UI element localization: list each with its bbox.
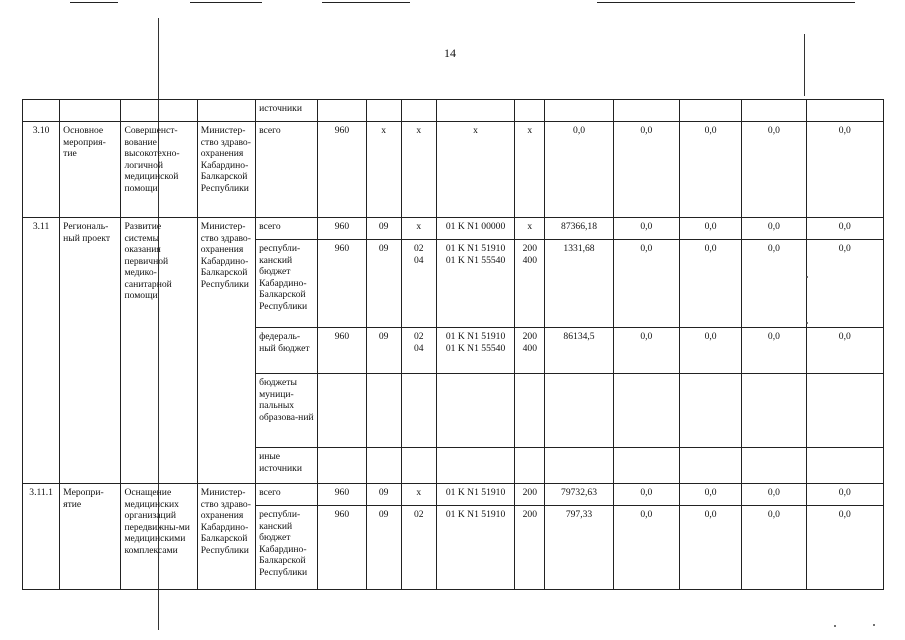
value-cell-1: 79732,63 bbox=[545, 484, 613, 506]
funding-source-cell: республи-канский бюджет Кабардино-Балкарской Республики bbox=[256, 506, 318, 590]
item-name-cell: Развитие системы оказания первичной медико-санитарной помощи bbox=[121, 218, 197, 484]
funding-source-cell: источники bbox=[256, 100, 318, 122]
grbs-cell: 960 bbox=[318, 506, 366, 590]
value-cell-2 bbox=[613, 374, 679, 448]
top-rule-1 bbox=[70, 2, 118, 3]
grbs-cell: 960 bbox=[318, 484, 366, 506]
row-number-cell: 3.11 bbox=[23, 218, 60, 484]
value-cell-4: 0,0 bbox=[742, 122, 806, 218]
item-type-cell: Меропри-ятие bbox=[60, 484, 121, 590]
value-cell-1: 87366,18 bbox=[545, 218, 613, 240]
row-number-cell bbox=[23, 100, 60, 122]
funding-source-cell: иные источники bbox=[256, 448, 318, 484]
funding-source-cell: всего bbox=[256, 484, 318, 506]
expense-type-cell: 200 400 bbox=[515, 328, 545, 374]
value-cell-1 bbox=[545, 374, 613, 448]
value-cell-4 bbox=[742, 100, 806, 122]
value-cell-5: 0,0 bbox=[806, 484, 883, 506]
expense-type-cell: 200 bbox=[515, 484, 545, 506]
value-cell-1: 0,0 bbox=[545, 122, 613, 218]
item-name-cell: Совершенст-вование высокотехно-логичной медицинской помощи bbox=[121, 122, 197, 218]
funding-source-cell: всего bbox=[256, 122, 318, 218]
value-cell-5 bbox=[806, 100, 883, 122]
funding-source-cell: федераль-ный бюджет bbox=[256, 328, 318, 374]
item-type-cell bbox=[60, 100, 121, 122]
value-cell-3: 0,0 bbox=[679, 484, 741, 506]
section-cell: х bbox=[366, 122, 401, 218]
margin-mark bbox=[806, 276, 808, 278]
value-cell-2 bbox=[613, 448, 679, 484]
value-cell-4: 0,0 bbox=[742, 218, 806, 240]
value-cell-1: 86134,5 bbox=[545, 328, 613, 374]
section-cell: 09 bbox=[366, 328, 401, 374]
item-type-cell: Основное мероприя-тие bbox=[60, 122, 121, 218]
section-cell: 09 bbox=[366, 218, 401, 240]
value-cell-4 bbox=[742, 374, 806, 448]
executor-cell bbox=[197, 100, 255, 122]
row-number-cell: 3.11.1 bbox=[23, 484, 60, 590]
value-cell-5: 0,0 bbox=[806, 218, 883, 240]
value-cell-2: 0,0 bbox=[613, 506, 679, 590]
subsection-cell: х bbox=[401, 484, 436, 506]
value-cell-5 bbox=[806, 448, 883, 484]
value-cell-5: 0,0 bbox=[806, 122, 883, 218]
subsection-cell: 02 04 bbox=[401, 240, 436, 328]
value-cell-4: 0,0 bbox=[742, 240, 806, 328]
margin-mark bbox=[806, 322, 808, 324]
subsection-cell bbox=[401, 100, 436, 122]
section-cell bbox=[366, 448, 401, 484]
target-article-cell bbox=[436, 374, 514, 448]
table-row bbox=[23, 100, 884, 122]
grbs-cell: 960 bbox=[318, 328, 366, 374]
table-row bbox=[23, 122, 884, 218]
item-name-cell bbox=[121, 100, 197, 122]
executor-cell: Министер-ство здраво-охранения Кабардино-Балкарской Республики bbox=[197, 218, 255, 484]
row-number-cell: 3.10 bbox=[23, 122, 60, 218]
item-name-cell: Оснащение медицинских организаций передвижны-ми медицинскими комплексами bbox=[121, 484, 197, 590]
value-cell-1 bbox=[545, 100, 613, 122]
value-cell-2: 0,0 bbox=[613, 122, 679, 218]
section-cell: 09 bbox=[366, 506, 401, 590]
subsection-cell: 02 bbox=[401, 506, 436, 590]
value-cell-3 bbox=[679, 374, 741, 448]
value-cell-1 bbox=[545, 448, 613, 484]
expense-type-cell: 200 400 bbox=[515, 240, 545, 328]
value-cell-3: 0,0 bbox=[679, 328, 741, 374]
top-rule-2 bbox=[190, 2, 262, 3]
target-article-cell: 01 K N1 51910 01 K N1 55540 bbox=[436, 240, 514, 328]
value-cell-2: 0,0 bbox=[613, 218, 679, 240]
value-cell-4: 0,0 bbox=[742, 506, 806, 590]
value-cell-5: 0,0 bbox=[806, 328, 883, 374]
value-cell-2: 0,0 bbox=[613, 328, 679, 374]
section-cell bbox=[366, 100, 401, 122]
top-rule-4 bbox=[597, 2, 855, 3]
margin-mark bbox=[873, 624, 875, 626]
expense-type-cell: х bbox=[515, 218, 545, 240]
value-cell-3 bbox=[679, 100, 741, 122]
subsection-cell bbox=[401, 448, 436, 484]
grbs-cell: 960 bbox=[318, 218, 366, 240]
value-cell-4: 0,0 bbox=[742, 328, 806, 374]
expense-type-cell: х bbox=[515, 122, 545, 218]
executor-cell: Министер-ство здраво-охранения Кабардино-Балкарской Республики bbox=[197, 122, 255, 218]
target-article-cell bbox=[436, 100, 514, 122]
expense-type-cell bbox=[515, 448, 545, 484]
value-cell-3: 0,0 bbox=[679, 506, 741, 590]
target-article-cell: 01 K N1 51910 bbox=[436, 506, 514, 590]
target-article-cell bbox=[436, 448, 514, 484]
subsection-cell: х bbox=[401, 218, 436, 240]
value-cell-1: 797,33 bbox=[545, 506, 613, 590]
grbs-cell bbox=[318, 374, 366, 448]
value-cell-3: 0,0 bbox=[679, 122, 741, 218]
value-cell-1: 1331,68 bbox=[545, 240, 613, 328]
funding-source-cell: республи-канский бюджет Кабардино-Балкарской Республики bbox=[256, 240, 318, 328]
budget-table bbox=[22, 99, 884, 590]
grbs-cell: 960 bbox=[318, 240, 366, 328]
item-type-cell: Региональ-ный проект bbox=[60, 218, 121, 484]
section-cell: 09 bbox=[366, 484, 401, 506]
section-cell: 09 bbox=[366, 240, 401, 328]
funding-source-cell: всего bbox=[256, 218, 318, 240]
page-number: 14 bbox=[444, 46, 456, 60]
grbs-cell bbox=[318, 448, 366, 484]
top-rule-3 bbox=[322, 2, 410, 3]
value-cell-2 bbox=[613, 100, 679, 122]
subsection-cell bbox=[401, 374, 436, 448]
subsection-cell: х bbox=[401, 122, 436, 218]
scan-line-right bbox=[804, 34, 805, 96]
expense-type-cell bbox=[515, 374, 545, 448]
value-cell-4: 0,0 bbox=[742, 484, 806, 506]
value-cell-4 bbox=[742, 448, 806, 484]
subsection-cell: 02 04 bbox=[401, 328, 436, 374]
table-row bbox=[23, 484, 884, 506]
target-article-cell: 01 K N1 00000 bbox=[436, 218, 514, 240]
value-cell-5 bbox=[806, 374, 883, 448]
value-cell-2: 0,0 bbox=[613, 484, 679, 506]
table-row bbox=[23, 218, 884, 240]
value-cell-3 bbox=[679, 448, 741, 484]
expense-type-cell: 200 bbox=[515, 506, 545, 590]
target-article-cell: 01 K N1 51910 01 K N1 55540 bbox=[436, 328, 514, 374]
value-cell-5: 0,0 bbox=[806, 506, 883, 590]
executor-cell: Министер-ство здраво-охранения Кабардино-Балкарской Республики bbox=[197, 484, 255, 590]
margin-mark bbox=[834, 625, 836, 627]
section-cell bbox=[366, 374, 401, 448]
grbs-cell: 960 bbox=[318, 122, 366, 218]
value-cell-2: 0,0 bbox=[613, 240, 679, 328]
grbs-cell bbox=[318, 100, 366, 122]
value-cell-5: 0,0 bbox=[806, 240, 883, 328]
target-article-cell: 01 K N1 51910 bbox=[436, 484, 514, 506]
value-cell-3: 0,0 bbox=[679, 240, 741, 328]
target-article-cell: х bbox=[436, 122, 514, 218]
funding-source-cell: бюджеты муници-пальных образова-ний bbox=[256, 374, 318, 448]
expense-type-cell bbox=[515, 100, 545, 122]
value-cell-3: 0,0 bbox=[679, 218, 741, 240]
